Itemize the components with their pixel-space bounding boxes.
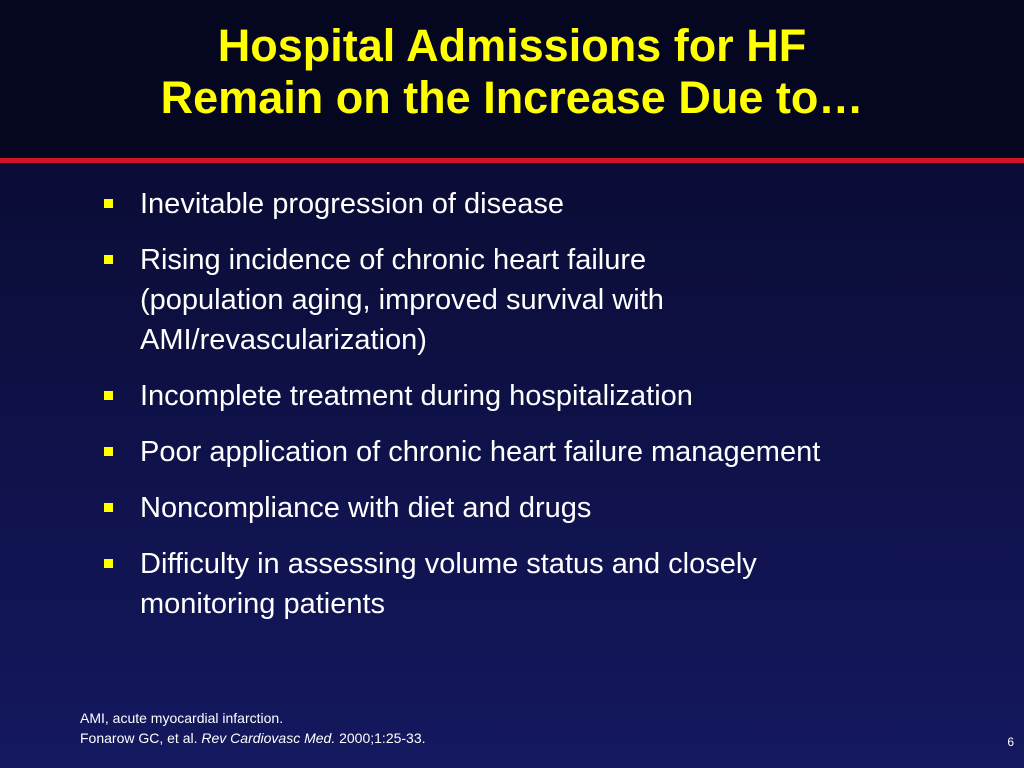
bullet-item-5 (100, 488, 980, 528)
bullet-line: Difficulty in assessing volume status and closely (140, 548, 757, 580)
bullet-text (140, 376, 980, 416)
bullet-text (140, 488, 980, 528)
title-divider (0, 158, 1024, 163)
bullet-text (140, 184, 980, 224)
reference-details: 2000;1:25-33. (335, 730, 426, 746)
bullet-text (140, 432, 980, 472)
bullet-text (140, 544, 980, 624)
bullet-item-3 (100, 376, 980, 416)
slide-title-line-2: Remain on the Increase Due to… (160, 72, 864, 123)
slide-title-line-1: Hospital Admissions for HF (217, 20, 807, 71)
square-bullet-icon (104, 199, 113, 208)
bullet-item-1 (100, 184, 980, 224)
bullet-text (140, 240, 980, 360)
reference-journal: Rev Cardiovasc Med. (201, 730, 336, 746)
bullet-line: AMI/revascularization) (140, 324, 427, 356)
square-bullet-icon (104, 559, 113, 568)
square-bullet-icon (104, 255, 113, 264)
square-bullet-icon (104, 503, 113, 512)
bullet-line: monitoring patients (140, 588, 386, 620)
footnote-abbreviation: AMI, acute myocardial infarction. (80, 710, 284, 726)
footnote-reference (80, 728, 426, 748)
bullet-line: Incomplete treatment during hospitalization (140, 380, 693, 412)
reference-authors: Fonarow GC, et al. (80, 730, 202, 746)
bullet-list (100, 184, 980, 640)
bullet-item-6 (100, 544, 980, 624)
bullet-line: Poor application of chronic heart failure management (140, 436, 821, 468)
square-bullet-icon (104, 447, 113, 456)
slide-title (0, 20, 1024, 124)
bullet-line: (population aging, improved survival with (140, 284, 664, 316)
footnote (80, 708, 426, 748)
square-bullet-icon (104, 391, 113, 400)
bullet-line: Inevitable progression of disease (140, 188, 564, 220)
bullet-item-4 (100, 432, 980, 472)
page-number: 6 (1007, 735, 1014, 749)
bullet-line: Rising incidence of chronic heart failure (140, 244, 647, 276)
bullet-line: Noncompliance with diet and drugs (140, 492, 592, 524)
bullet-item-2 (100, 240, 980, 360)
title-area (0, 0, 1024, 158)
